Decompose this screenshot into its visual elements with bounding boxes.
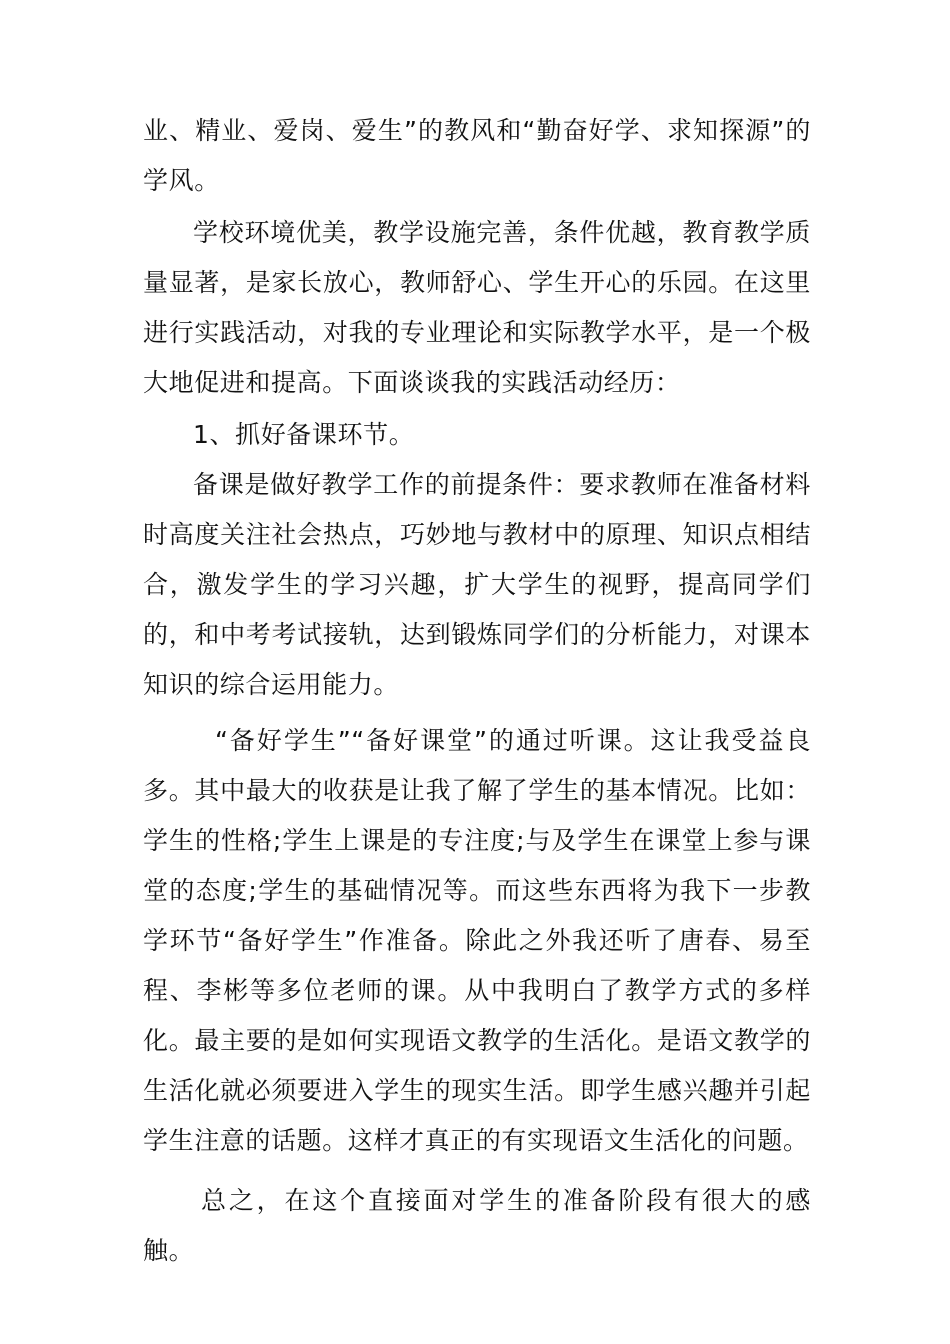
paragraph-conclusion: 总之，在这个直接面对学生的准备阶段有很大的感触。 — [143, 1186, 811, 1265]
paragraph-school-environment: 学校环境优美，教学设施完善，条件优越，教育教学质量显著，是家长放心，教师舒心、学生开心的乐园。在这里进行实践活动，对我的专业理论和实际教学水平，是一个极大地促进和提高。下面谈谈我的实践活动经历： — [143, 218, 811, 397]
document-body — [143, 106, 811, 1276]
paragraph-school-motto: 业、精业、爱岗、爱生”的教风和“勤奋好学、求知探源”的学风。 — [143, 116, 811, 195]
paragraph-lesson-prep: 备课是做好教学工作的前提条件：要求教师在准备材料时高度关注社会热点，巧妙地与教材中的原理、知识点相结合，激发学生的学习兴趣，扩大学生的视野，提高同学们的，和中考考试接轨，达到锻炼同学们的分析能力，对课本知识的综合运用能力。 — [143, 470, 811, 699]
paragraph-observing-classes: “备好学生”“备好课堂”的通过听课。这让我受益良多。其中最大的收获是让我了解了学生的基本情况。比如：学生的性格;学生上课是的专注度;与及学生在课堂上参与课堂的态度;学生的基础情况等。而这些东西将为我下一步教学环节“备好学生”作准备。除此之外我还听了唐春、易至程、李彬等多位老师的课。从中我明白了教学方式的多样化。最主要的是如何实现语文教学的生活化。是语文教学的生活化就必须要进入学生的现实生活。即学生感兴趣并引起学生注意的话题。这样才真正的有实现语文生活化的问题。 — [143, 726, 811, 1155]
section-heading-lesson-prep: 1、抓好备课环节。 — [193, 420, 415, 449]
